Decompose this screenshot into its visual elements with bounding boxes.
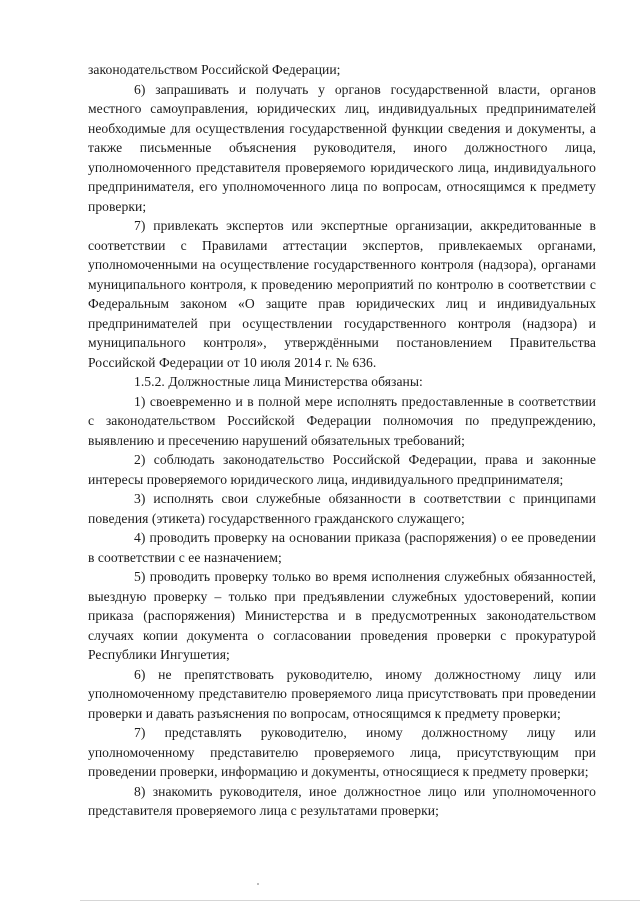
paragraph-duty-2: 2) соблюдать законодательство Российской Федерации, права и законные интересы проверяемого юридического лица, индивидуального предпринимателя;	[88, 452, 596, 487]
scan-artifact-line	[80, 900, 640, 901]
document-page	[88, 60, 596, 821]
paragraph-duty-8: 8) знакомить руководителя, иное должностное лицо или уполномоченного представителя проверяемого лица с результатами проверки;	[88, 783, 596, 818]
paragraph-continuation: законодательством Российской Федерации;	[88, 62, 341, 77]
paragraph-duty-7: 7) представлять руководителю, иному должностному лицу или уполномоченному представителю проверяемого лица, присутствующим при проведении проверки, информацию и документы, относящиеся к предмету проверки;	[88, 725, 596, 779]
paragraph-item-6-request: 6) запрашивать и получать у органов государственной власти, органов местного самоуправления, юридических лиц, индивидуальных предпринимателей необходимые для осуществления государственной функции сведения и документы, а также письменные объяснения руководителя, иного должностного лица, уполномоченного представителя проверяемого юридического лица, индивидуального предпринимателя, его уполномоченного лица по вопросам, относящимся к предмету проверки;	[88, 81, 596, 214]
paragraph-duty-3: 3) исполнять свои служебные обязанности в соответствии с принципами поведения (этикета) государственного гражданского служащего;	[88, 491, 596, 526]
paragraph-duty-6: 6) не препятствовать руководителю, иному должностному лицу или уполномоченному представителю проверяемого лица присутствовать при проведении проверки и давать разъяснения по вопросам, относящимся к предмету проверки;	[88, 666, 596, 721]
scan-artifact-dot	[257, 883, 259, 885]
paragraph-duty-4: 4) проводить проверку на основании приказа (распоряжения) о ее проведении в соответствии с ее назначением;	[88, 530, 596, 565]
section-heading-1-5-2: 1.5.2. Должностные лица Министерства обязаны:	[134, 374, 423, 389]
paragraph-duty-5: 5) проводить проверку только во время исполнения служебных обязанностей, выездную проверку – только при предъявлении служебных удостоверений, копии приказа (распоряжения) Министерства и в предусмотренных законодательством случаях копии документа о согласовании проведения проверки с прокуратурой Республики Ингушетия;	[88, 569, 596, 662]
paragraph-duty-1: 1) своевременно и в полной мере исполнять предоставленные в соответствии с законодательством Российской Федерации полномочия по предупреждению, выявлению и пресечению нарушений обязательных требований;	[88, 393, 596, 448]
paragraph-item-7-experts: 7) привлекать экспертов или экспертные организации, аккредитованные в соответствии с Правилами аттестации экспертов, привлекаемых органами, уполномоченными на осуществление государственного контроля (надзора), органами муниципального контроля, к проведению мероприятий по контролю в соответствии с Федеральным законом «О защите прав юридических лиц и индивидуальных предпринимателей при осуществлении государственного контроля (надзора) и муниципального контроля», утверждёнными постановлением Правительства Российской Федерации от 10 июля 2014 г. № 636.	[88, 218, 596, 370]
